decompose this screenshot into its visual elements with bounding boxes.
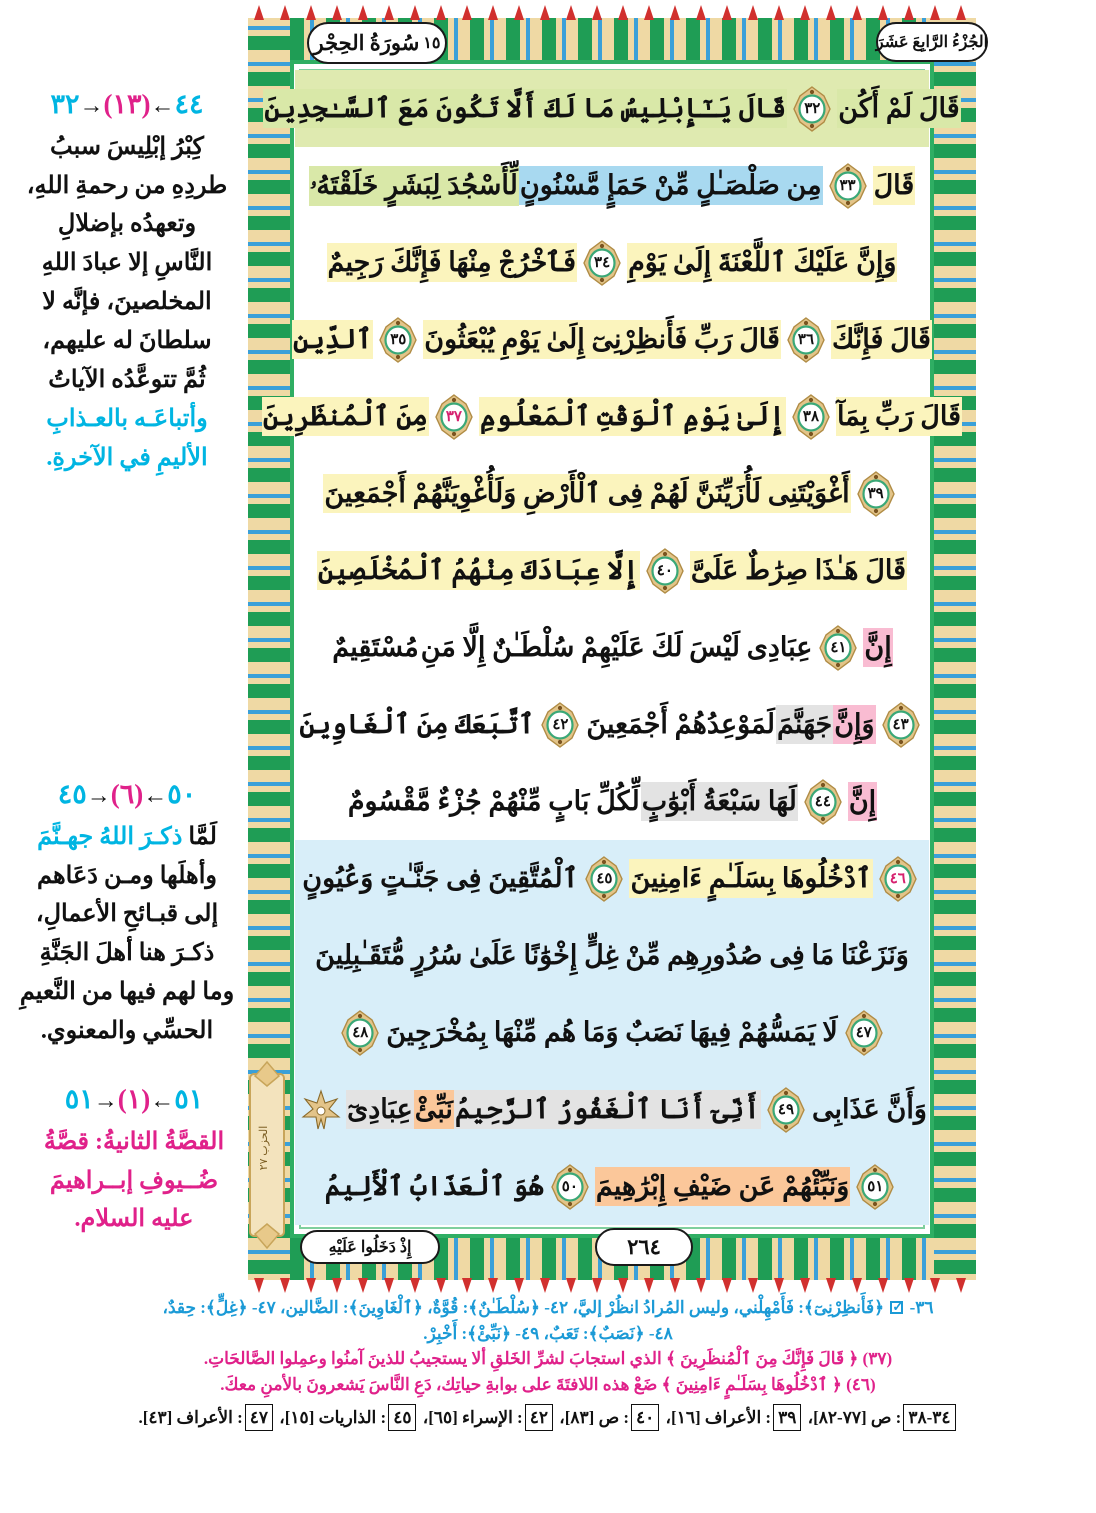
sidebar-note-line: عليه السلام. [74, 1206, 194, 1233]
sidebar-note-line: المخلصينَ، فإنَّه لا [42, 289, 212, 316]
frame-spike [254, 5, 264, 20]
frame-spike [800, 5, 810, 20]
verse-range-header [14, 1085, 254, 1115]
sidebar-note-line: لَمَّا ذكـرَ اللهُ جهـنَّمَ [37, 823, 217, 850]
frame-spike [956, 5, 966, 20]
footnote-verse-ref-36: ٣٦- [909, 1298, 934, 1317]
sidebar-note-line: طردِهِ من رحمةِ اللهِ، [26, 172, 228, 199]
frame-spike [904, 1278, 914, 1293]
sidebar-note-line: إلى قبـائحِ الأعمالِ، [35, 901, 219, 928]
ayah-number-marker: ٥١ [853, 1164, 897, 1210]
footer-note-cartouche [300, 1230, 440, 1264]
range-to: ٥٠ [167, 779, 197, 809]
ayah-number-marker: ٣٤ [580, 240, 624, 286]
frame-spike [384, 5, 394, 20]
frame-spike [306, 5, 316, 20]
range-count: (١) [117, 1084, 151, 1114]
frame-spike [436, 5, 446, 20]
frame-spike [436, 1278, 446, 1293]
frame-spike [514, 5, 524, 20]
frame-spike [332, 5, 342, 20]
juz-title-cartouche [876, 22, 988, 62]
arrow-right-icon: → [86, 783, 111, 809]
quran-verse-line [295, 994, 929, 1071]
frame-spike [254, 1278, 264, 1293]
arrow-left-icon: ← [150, 93, 175, 119]
ayah-number-marker: ٣٥ [376, 317, 420, 363]
ayah-number-marker: ٤٢ [538, 702, 582, 748]
quran-verse-line [295, 609, 929, 686]
ayah-number-marker: ٤٤ [801, 779, 845, 825]
quran-text-segment: وَنَزَعْنَا مَا فِى صُدُورِهِم مِّنْ غِلٍّ إِخْوَٰنًا عَلَىٰ سُرُرٍ مُّتَقَـٰبِلِينَ [315, 940, 909, 970]
frame-spike [774, 1278, 784, 1293]
frame-spike [488, 1278, 498, 1293]
surah-number: ١٥ [423, 35, 441, 52]
quran-text-segment: لِّأَسْجُدَ لِبَشَرٍ خَلَقْتَهُۥ [309, 166, 519, 206]
page-number: ٢٦٤ [627, 1234, 661, 1259]
sidebar-note-line: الحسِّي والمعنوي. [40, 1018, 214, 1045]
reference-verse-box: ٣٤-٣٨ [903, 1404, 955, 1432]
ayah-number-marker: ٤٥ [582, 856, 626, 902]
quran-verse-line [295, 532, 929, 609]
quran-text-segment: قَالَ لَمْ أَكُن [837, 89, 960, 128]
frame-spike [852, 1278, 862, 1293]
ayah-number-marker: ٤١ [816, 625, 860, 671]
frame-spike [358, 1278, 368, 1293]
frame-spikes-bottom [248, 1277, 976, 1293]
sidebar-note-line: ذكـرَ هنا أهلَ الجَنَّةِ [39, 940, 215, 967]
quran-verse-line [264, 70, 960, 147]
frame-spike [384, 1278, 394, 1293]
quran-verse-line [295, 455, 929, 532]
frame-spike [826, 1278, 836, 1293]
quran-text-segment: إِلَّا عِبَادَكَ مِنْهُمُ ٱلْمُخْلَصِينَ [317, 551, 640, 590]
frame-spike [670, 5, 680, 20]
frame-spike [306, 1278, 316, 1293]
frame-spike [930, 5, 940, 20]
frame-spike [826, 5, 836, 20]
sidebar-note-line: وتعهدُه بإضلالِ [57, 211, 197, 238]
sidebar-note-block-3 [14, 1085, 254, 1239]
frame-spike [696, 1278, 706, 1293]
quran-text-segment: قَالَ [873, 166, 916, 205]
frame-spike [410, 5, 420, 20]
ayah-number-marker: ٣٣ [826, 163, 870, 209]
reference-verse-box: ٣٩ [773, 1404, 801, 1432]
frame-spikes-top [248, 5, 976, 21]
frame-spike [930, 1278, 940, 1293]
frame-spike [774, 5, 784, 20]
sidebar-note-line: القصَّةُ الثانيةُ: قصَّةُ [43, 1128, 225, 1155]
hizb-marker [246, 1060, 288, 1250]
reference-verse-box: ٤٠ [631, 1404, 659, 1432]
frame-spike [852, 5, 862, 20]
reference-verse-box: ٤٥ [388, 1404, 416, 1432]
quran-text-segment: مِنَ ٱلْمُنظَرِينَ [262, 397, 429, 436]
frame-spike [748, 5, 758, 20]
arrow-right-icon: → [93, 1088, 118, 1114]
ayah-number-marker: ٤٠ [643, 548, 687, 594]
checkbox-icon[interactable] [890, 1301, 903, 1314]
frame-spike [540, 5, 550, 20]
quran-text-segment: جَهَنَّمَ [776, 705, 833, 744]
frame-spike [722, 5, 732, 20]
range-to: ٤٤ [174, 89, 204, 119]
sidebar-note-block-2 [14, 780, 240, 1051]
decorative-star-icon [299, 1087, 343, 1133]
ayah-number-marker: ٤٩ [764, 1087, 808, 1133]
footnote-gloss-ghawin: ﴿ٱلْغَاوِينَ﴾: الضَّالين، [280, 1298, 423, 1317]
sidebar-note-line: وأهلَها ومـن دَعَاهم [37, 862, 217, 889]
quran-text-segment: هُوَ ٱلْعَذَابُ ٱلْأَلِيمُ [324, 1171, 544, 1201]
juz-title: الجُزْءُ الرَّابِعَ عَشَرَ [875, 34, 989, 51]
footnote-cross-references: ٣٤-٣٨: ص [٧٧-٨٢]، ٣٩: الأعراف [١٦]، ٤٠: ص [٨٣]، ٤٢: الإسراء [٦٥]، ٤٥: الذاريات [١٥]، ٤٧: الأعراف [٤٣]. [16, 1404, 1080, 1432]
sidebar-note-line: وأتباعَـه بالعـذابِ [46, 405, 208, 432]
frame-spike [592, 1278, 602, 1293]
quran-text-segment: لَا يَمَسُّهُمْ فِيهَا نَصَبٌ وَمَا هُم مِّنْهَا بِمُخْرَجِينَ [386, 1017, 838, 1047]
quran-text-segment: إِنَّ [863, 628, 892, 667]
ayah-number-marker: ٤٧ [842, 1010, 886, 1056]
sidebar-note-line: كِبْرُ إبْلِيسَ سببُ [50, 133, 204, 160]
sidebar-note-line: ضُــيوفِ إبــراهيمَ [49, 1167, 219, 1194]
frame-spike [644, 5, 654, 20]
frame-spike [696, 5, 706, 20]
footnote-gloss-36: ﴿فَأَنظِرْنِىٓ﴾: فَأَمْهِلْني، وليس المُرادُ انظُرْ إليَّ، [572, 1298, 885, 1317]
quran-text-segment: وَنَبِّئْهُمْ عَن ضَيْفِ إِبْرَٰهِيمَ [595, 1167, 850, 1206]
frame-spike [800, 1278, 810, 1293]
frame-spike [592, 5, 602, 20]
frame-spike [462, 5, 472, 20]
page-number-cartouche [595, 1228, 693, 1266]
quran-text-segment: فَٱخْرُجْ مِنْهَا فَإِنَّكَ رَجِيمٌ [327, 243, 578, 282]
quran-text-segment: قَالَ رَبِّ فَأَنظِرْنِىٓ إِلَىٰ يَوْمِ يُبْعَثُونَ [423, 320, 781, 359]
quran-verse-line [295, 917, 929, 994]
sidebar-note-line: ثُمَّ تتوعَّدُه الآياتُ [48, 366, 206, 393]
arrow-left-icon: ← [143, 783, 168, 809]
quran-text-segment: ٱدْخُلُوهَا بِسَلَـٰمٍ ءَامِنِينَ [629, 859, 872, 898]
frame-spike [332, 1278, 342, 1293]
range-to: ٥١ [174, 1084, 204, 1114]
ayah-number-marker: ٣٩ [854, 471, 898, 517]
quran-text-segment: وَإِنَّ [833, 705, 875, 744]
ayah-number-marker: ٣٢ [790, 86, 834, 132]
ayah-number-marker: ٤٦ [876, 856, 920, 902]
sidebar-note-text [14, 128, 240, 478]
footer-note-text: إِذْ دَخَلُوا عَلَيْهِ [328, 1239, 412, 1256]
frame-spike [566, 1278, 576, 1293]
frame-spike [644, 1278, 654, 1293]
sidebar-note-text [14, 818, 240, 1051]
surah-title: سُورَةُ الحِجْر [313, 30, 420, 55]
sidebar-note-line: الأليمِ في الآخرةِ. [46, 444, 208, 471]
quran-text-segment: وَإِنَّ عَلَيْكَ ٱللَّعْنَةَ إِلَىٰ يَوْمِ [627, 243, 897, 282]
quran-verse-line [295, 686, 929, 763]
quran-text-segment: نَبِّئْ [414, 1090, 454, 1129]
quran-verse-line [295, 147, 929, 224]
quran-verse-line [295, 763, 929, 840]
footnote-gloss-47: ٤٧- ﴿غِلٍّ﴾: حِقدٌ، [162, 1298, 276, 1317]
quran-verse-line [262, 378, 962, 455]
quran-verse-line [295, 1071, 929, 1148]
frame-spike [280, 1278, 290, 1293]
sidebar-note-line: وما لهم فيها من النَّعيمِ [19, 979, 235, 1006]
ayah-number-marker: ٣٦ [784, 317, 828, 363]
verse-range-header [14, 90, 240, 120]
frame-spike [488, 5, 498, 20]
frame-spike [956, 1278, 966, 1293]
ayah-number-marker: ٤٣ [879, 702, 923, 748]
quran-text-segment: مُسْتَقِيمٌ [332, 632, 419, 662]
quran-verse-line [295, 1148, 929, 1225]
footnote-pink-line-2: (٤٦) ﴿ ٱدْخُلُوهَا بِسَلَـٰمٍ ءَامِنِينَ ﴾ ضَعْ هذه اللافتَةَ على بوابةِ حياتِك، دَعِ النَّاسَ يَشعرونَ بالأمنِ معكَ. [220, 1375, 876, 1395]
arrow-left-icon: ← [150, 1088, 175, 1114]
frame-band-right [934, 18, 976, 1280]
footnote-blue-line-1 [16, 1295, 1080, 1321]
quran-verse-line [295, 840, 929, 917]
quran-text-segment: ٱلْمُتَّقِينَ فِى جَنَّـٰتٍ وَعُيُونٍ [302, 863, 579, 893]
range-from: ٤٥ [57, 779, 87, 809]
quran-text-segment: أَغْوَيْتَنِى لَأُزَيِّنَنَّ لَهُمْ فِى ٱلْأَرْضِ وَلَأُغْوِيَنَّهُمْ أَجْمَعِينَ [323, 474, 850, 513]
sidebar-note-line: النَّاسِ إلا عبادَ اللهِ [41, 250, 213, 277]
quran-text-segment: لِّكُلِّ بَابٍ مِّنْهُمْ جُزْءٌ مَّقْسُومٌ [347, 786, 640, 816]
range-count: (٦) [110, 779, 144, 809]
ayah-number-marker: ٥٠ [548, 1164, 592, 1210]
quran-text-segment: عِبَادِىٓ [346, 1090, 414, 1129]
frame-spike [618, 5, 628, 20]
surah-title-cartouche [307, 22, 447, 64]
arrow-right-icon: → [79, 93, 104, 119]
frame-spike [878, 5, 888, 20]
frame-spike [410, 1278, 420, 1293]
frame-spike [748, 1278, 758, 1293]
quran-text-segment: ٱلدِّينِ [292, 320, 373, 359]
range-from: ٣٢ [50, 89, 80, 119]
quran-text-segment: إِنَّ [848, 782, 877, 821]
quran-text-segment: قَالَ فَإِنَّكَ [831, 320, 932, 359]
quran-verse-line [295, 301, 929, 378]
footnotes-area [16, 1295, 1080, 1431]
frame-spike [566, 5, 576, 20]
quran-text-segment: قَالَ يَـٰٓإِبْلِيسُ مَا لَكَ أَلَّا تَكُونَ مَعَ ٱلسَّـٰجِدِينَ [263, 89, 787, 128]
quran-text-segment: وَأَنَّ عَذَابِى [811, 1094, 927, 1124]
quran-text-segment: لَمَوْعِدُهُمْ أَجْمَعِينَ [586, 709, 775, 739]
quran-text-segment: قَالَ هَـٰذَا صِرَٰطٌ عَلَىَّ [690, 551, 907, 590]
range-from: ٥١ [64, 1084, 94, 1114]
frame-spike [514, 1278, 524, 1293]
quran-verse-line [295, 224, 929, 301]
quran-text-segment: أَنِّىٓ أَنَا ٱلْغَفُورُ ٱلرَّحِيمُ [454, 1090, 761, 1129]
quran-text-segment: قَالَ رَبِّ بِمَآ [836, 397, 962, 436]
quran-text-segment: مِن صَلْصَـٰلٍ مِّنْ حَمَإٍ مَّسْنُونٍ [519, 166, 823, 205]
ayah-number-marker: ٣٧ [432, 394, 476, 440]
reference-verse-box: ٤٧ [245, 1404, 273, 1432]
ayah-number-marker: ٣٨ [789, 394, 833, 440]
sidebar-note-line: سلطانَ له عليهم، [42, 328, 212, 355]
sidebar-note-block-1 [14, 90, 240, 478]
frame-spike [540, 1278, 550, 1293]
frame-spike [280, 5, 290, 20]
frame-spike [904, 5, 914, 20]
footnote-blue-line-2: ٤٨- ﴿نَصَبٌ﴾: تَعَبٌ، ٤٩- ﴿نَبِّئْ﴾: أَخْبِرْ. [423, 1323, 673, 1343]
verse-range-header [14, 780, 240, 810]
reference-verse-box: ٤٢ [525, 1404, 553, 1432]
frame-spike [878, 1278, 888, 1293]
frame-spike [358, 5, 368, 20]
quran-text-segment: لَهَا سَبْعَةُ أَبْوَٰبٍ [641, 782, 798, 821]
frame-spike [722, 1278, 732, 1293]
footnote-pink-line-1: (٣٧) ﴿ قَالَ فَإِنَّكَ مِنَ ٱلْمُنظَرِينَ ﴾ الذي استجابَ لشرِّ الخَلقِ ألا يستجيبُ للذينَ آمنُوا وعمِلوا الصَّالحَاتِ. [203, 1349, 893, 1368]
quran-text-segment: إِلَىٰ يَوْمِ ٱلْوَقْتِ ٱلْمَعْلُومِ [479, 397, 786, 436]
quran-text-segment: عِبَادِى لَيْسَ لَكَ عَلَيْهِمْ سُلْطَـٰنٌ إِلَّا مَنِ [420, 632, 813, 662]
ayah-number-marker: ٤٨ [338, 1010, 382, 1056]
footnote-gloss-42: ٤٢- ﴿سُلْطَـٰنٌ﴾: قُوَّةٌ، [427, 1298, 569, 1317]
frame-spike [670, 1278, 680, 1293]
svg-text:الحزب ٢٧: الحزب ٢٧ [258, 1125, 270, 1171]
range-count: (١٣) [103, 89, 151, 119]
frame-spike [462, 1278, 472, 1293]
frame-spike [618, 1278, 628, 1293]
sidebar-note-text [14, 1123, 254, 1240]
quran-text-segment: ٱتَّبَعَكَ مِنَ ٱلْغَاوِينَ [299, 709, 535, 739]
